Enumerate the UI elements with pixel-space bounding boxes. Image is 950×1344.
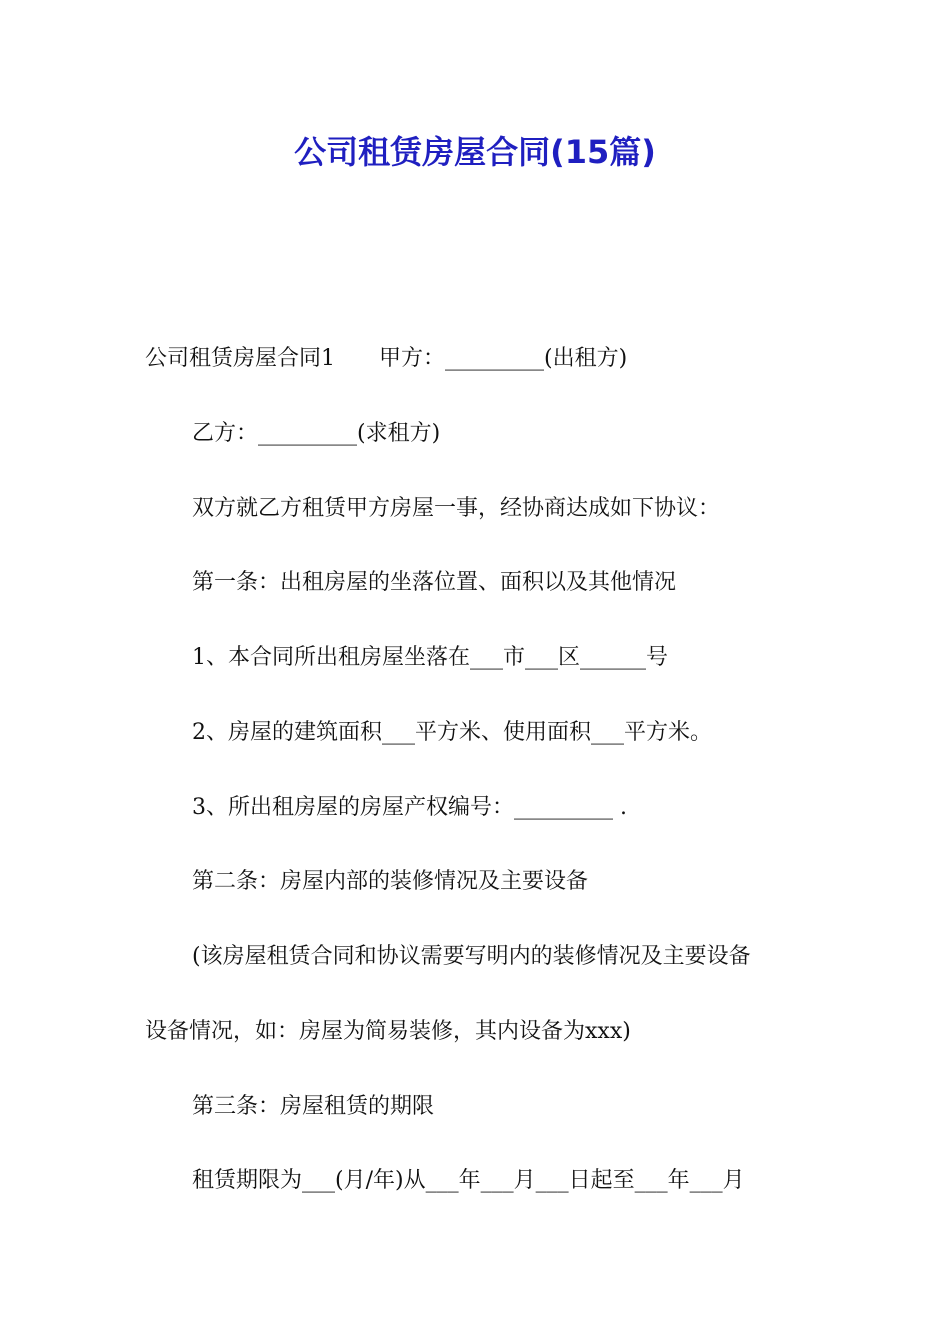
- paragraph-item-2: 2、房屋的建筑面积___平方米、使用面积___平方米。: [192, 720, 712, 745]
- paragraph-article-2: 第二条：房屋内部的装修情况及主要设备: [192, 869, 589, 894]
- paragraph-party-b: 乙方：_________(求租方): [192, 421, 441, 446]
- paragraph-item-1: 1、本合同所出租房屋坐落在___市___区______号: [192, 645, 668, 670]
- paragraph-decoration-note: (该房屋租赁合同和协议需要写明内的装修情况及主要设备: [192, 944, 751, 969]
- paragraph-contract-heading: 公司租赁房屋合同1 甲方：_________(出租方): [145, 346, 628, 371]
- paragraph-agreement-intro: 双方就乙方租赁甲方房屋一事，经协商达成如下协议：: [192, 496, 721, 521]
- document-title: 公司租赁房屋合同(15篇): [294, 133, 656, 171]
- paragraph-article-1: 第一条：出租房屋的坐落位置、面积以及其他情况: [192, 570, 677, 595]
- paragraph-decoration-note-cont: 设备情况，如：房屋为简易装修，其内设备为xxx): [145, 1019, 631, 1044]
- paragraph-item-3: 3、所出租房屋的房屋产权编号：_________ .: [192, 795, 627, 820]
- paragraph-lease-term: 租赁期限为___(月/年)从___年___月___日起至___年___月: [192, 1168, 745, 1193]
- paragraph-article-3: 第三条：房屋租赁的期限: [192, 1094, 435, 1119]
